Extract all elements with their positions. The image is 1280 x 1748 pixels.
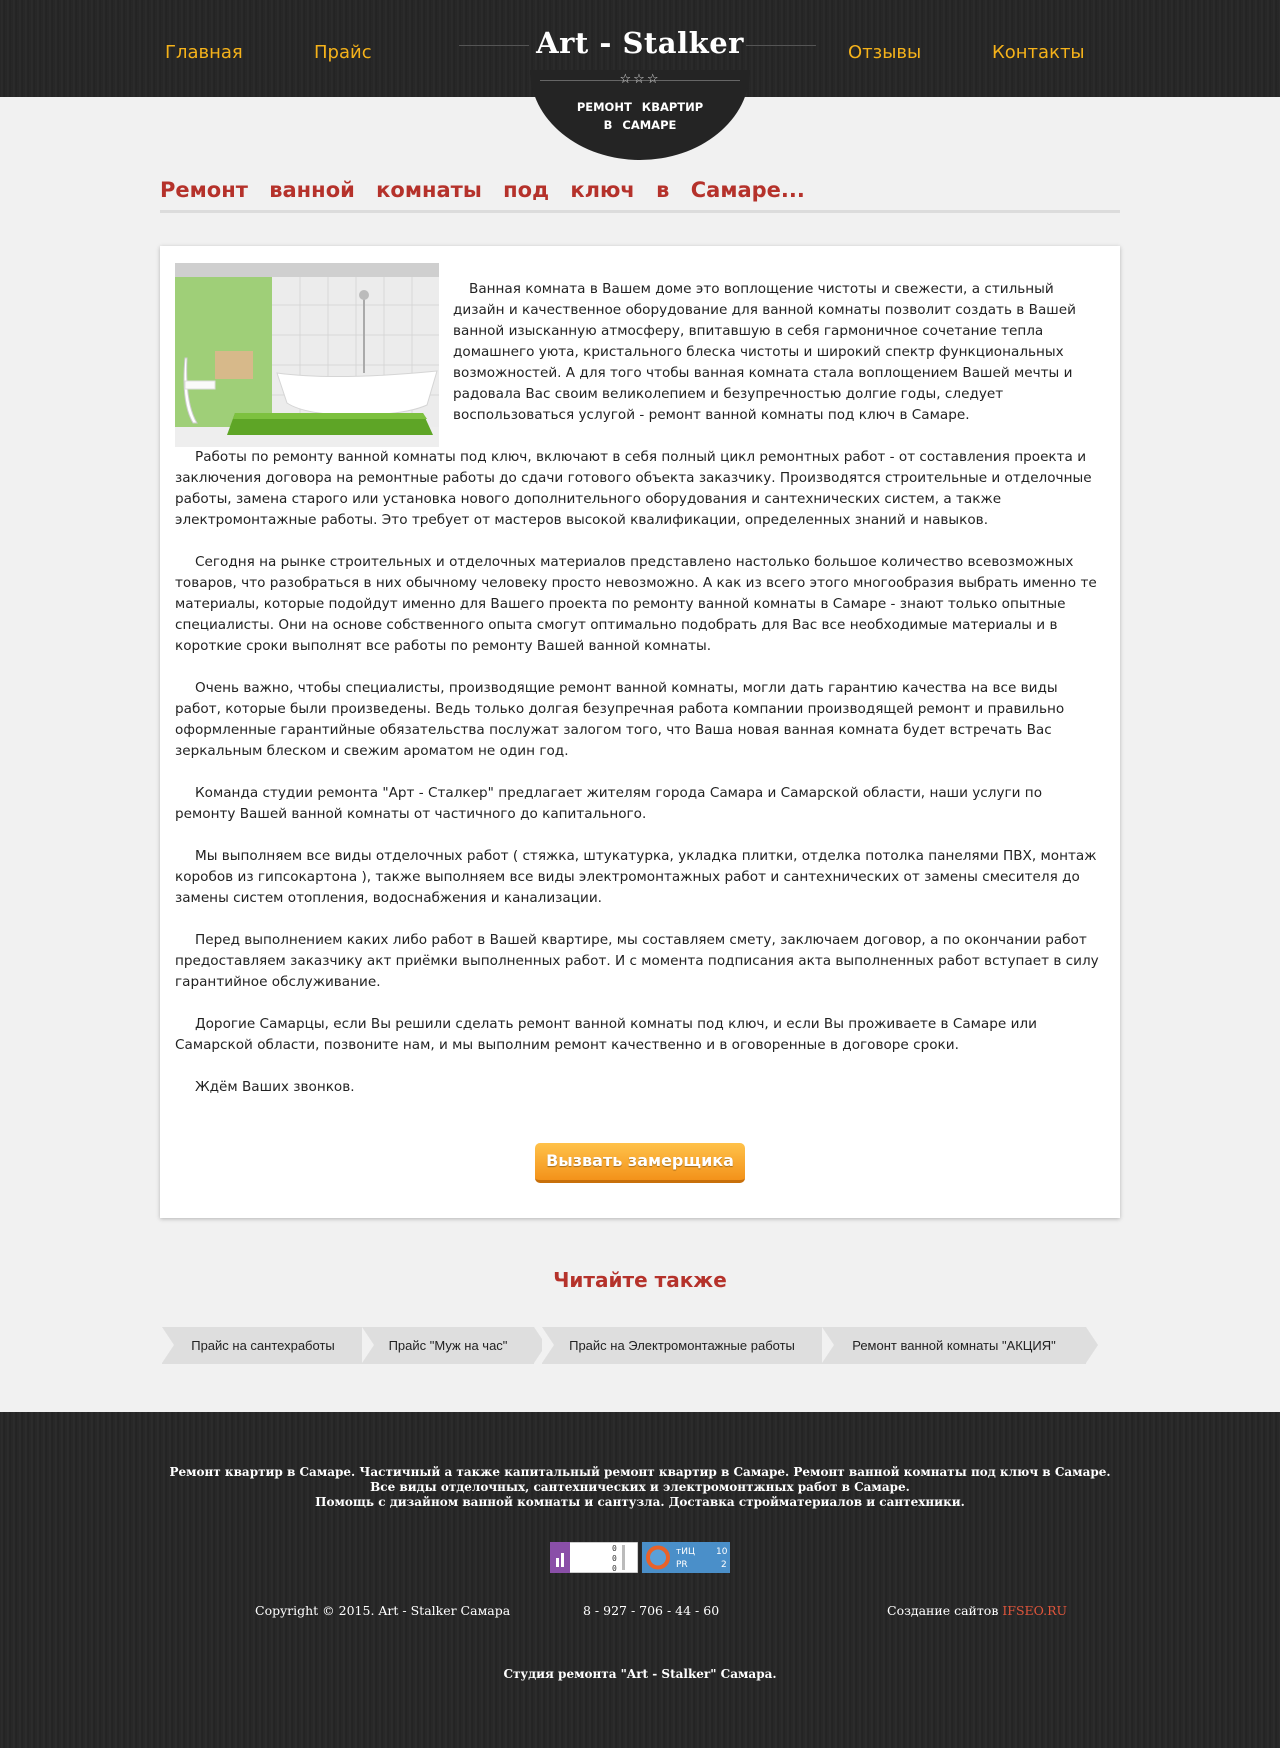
image-float-spacer	[175, 263, 453, 430]
made-by	[887, 1603, 1067, 1618]
tag-label: Прайс на сантехработы	[191, 1338, 335, 1353]
read-also-heading: Читайте также	[553, 1268, 727, 1292]
tag-label: Прайс на Электромонтажные работы	[569, 1338, 795, 1353]
tag-bathroom-promo[interactable]	[822, 1327, 1086, 1364]
title-divider	[160, 210, 1120, 213]
counter1-value-1: 0	[612, 1544, 617, 1553]
tag-label: Прайс "Муж на час"	[388, 1338, 508, 1353]
tag-label: Ремонт ванной комнаты "АКЦИЯ"	[852, 1338, 1056, 1353]
logo-subtitle	[560, 98, 720, 134]
logo-stars-icon: ☆☆☆	[619, 72, 661, 87]
article-paragraph-4: Очень важно, чтобы специалисты, производящие ремонт ванной комнаты, могли дать гарантию качества на все виды работ, которые были произведены. Ведь только долгая безупречная работа компании производящей ремонт и правильно оформленные гарантийные обязательства послужат залогом того, что Ваша новая ванная комната будет встречать Вас зеркальным блеском и свежим ароматом не один год.	[175, 680, 1065, 759]
article-paragraph-5: Команда студии ремонта "Арт - Сталкер" предлагает жителям города Самара и Самарской области, наши услуги по ремонту Вашей ванной комнаты от частичного до капитального.	[175, 785, 1043, 822]
liveinternet-counter[interactable]	[550, 1542, 638, 1572]
article-card	[160, 246, 1120, 1218]
counter2-tic-label: тИЦ	[676, 1547, 695, 1557]
article-paragraph-6: Мы выполняем все виды отделочных работ ( стяжка, штукатурка, укладка плитки, отделка потолка панелями ПВХ, монтаж коробов из гипсокартона ), также выполняем все виды электромонтажных работ и сантехнических от замены смесителя до замены систем отопления, водоснабжения и канализации.	[175, 848, 1097, 906]
footer-desc-line1: Ремонт квартир в Самаре. Частичный а также капитальный ремонт квартир в Самаре. Ремонт ванной комнаты под ключ в Самаре.	[169, 1465, 1111, 1479]
nav-contacts-link[interactable]: Контакты	[992, 42, 1085, 63]
counter2-pr-value: 2	[721, 1560, 727, 1570]
article-paragraph-1: Ванная комната в Вашем доме это воплощение чистоты и свежести, а стильный дизайн и качественное оборудование для ванной комнаты позволит создать в Вашей ванной изысканную атмосферу, впитавшую в себя гармоничное сочетание тепла домашнего уюта, кристального блеска чистоты и широкий спектр функциональных возможностей. А для того чтобы ванная комната стала воплощением Вашей мечты и радовала Вас своим великолепием и безупречностью долгие годы, следует воспользоваться услугой - ремонт ванной комнаты под ключ в Самаре.	[453, 281, 1076, 423]
logo-subtitle-line2: В САМАРЕ	[603, 118, 677, 132]
counter2-tic-value: 10	[716, 1547, 728, 1557]
footer-desc-line2: Все виды отделочных, сантехнических и электромонтжных работ в Самаре.	[370, 1480, 910, 1494]
article-paragraph-8: Дорогие Самарцы, если Вы решили сделать ремонт ванной комнаты под ключ, и если Вы проживаете в Самаре или Самарской области, позвоните нам, и мы выполним ремонт качественно и в оговоренные в договоре сроки.	[175, 1016, 1037, 1053]
nav-price-link[interactable]: Прайс	[314, 42, 372, 63]
logo-title[interactable]: Art - Stalker	[536, 26, 744, 60]
article-paragraph-2: Работы по ремонту ванной комнаты под ключ, включают в себя полный цикл ремонтных работ - от составления проекта и заключения договора на ремонтные работы до сдачи готового объекта заказчику. Производятся строительные и отделочные работы, замена старого или установка нового дополнительного оборудования и сантехнических систем, а также электромонтажные работы. Это требует от мастеров высокой квалификации, определенных знаний и навыков.	[175, 449, 1092, 528]
page-title: Ремонт ванной комнаты под ключ в Самаре...	[160, 178, 805, 202]
footer-studio-name: Студия ремонта "Art - Stalker" Самара.	[503, 1667, 777, 1681]
nav-reviews-link[interactable]: Отзывы	[848, 42, 922, 63]
logo-divider-left	[459, 45, 529, 46]
site-footer	[0, 1412, 1280, 1748]
tag-handyman-price[interactable]	[362, 1327, 534, 1364]
footer-description	[0, 1465, 1280, 1510]
call-measurer-button[interactable]: Вызвать замерщика	[535, 1143, 745, 1183]
made-by-label: Создание сайтов	[887, 1603, 999, 1618]
counter1-value-2: 0	[612, 1554, 617, 1563]
logo-subtitle-line1: РЕМОНТ КВАРТИР	[576, 100, 704, 114]
nav-home-link[interactable]: Главная	[165, 42, 243, 63]
yandex-tic-counter[interactable]	[642, 1542, 730, 1572]
copyright-text: Copyright © 2015. Art - Stalker Самара	[255, 1603, 511, 1618]
footer-desc-line3: Помощь с дизайном ванной комнаты и сантузла. Доставка стройматериалов и сантехники.	[315, 1495, 965, 1509]
phone-number: 8 - 927 - 706 - 44 - 60	[583, 1603, 720, 1618]
tag-plumbing-price[interactable]	[162, 1327, 364, 1364]
article-paragraph-9: Ждём Ваших звонков.	[195, 1079, 355, 1095]
tag-electrical-price[interactable]	[542, 1327, 822, 1364]
counter2-pr-label: PR	[676, 1560, 688, 1570]
article-paragraph-3: Сегодня на рынке строительных и отделочных материалов представлено настолько большое количество всевозможных товаров, что разобраться в них обычному человеку просто невозможно. А как из всего этого многообразия выбрать именно те материалы, которые подойдут именно для Вашего проекта по ремонту ванной комнаты в Самаре - знают только опытные специалисты. Они на основе собственного опыта смогут оптимально подобрать для Вас все необходимые материалы и в короткие сроки выполнят все работы по ремонту Вашей ванной комнаты.	[175, 554, 1097, 654]
counter1-value-3: 0	[612, 1564, 617, 1573]
article-paragraph-7: Перед выполнением каких либо работ в Вашей квартире, мы составляем смету, заключаем договор, а по окончании работ предоставляем заказчику акт приёмки выполненных работ. И с момента подписания акта выполненных работ вступает в силу гарантийное обслуживание.	[175, 932, 1099, 990]
article-text	[175, 279, 1105, 1119]
made-by-link[interactable]: IFSEO.RU	[1002, 1603, 1068, 1618]
